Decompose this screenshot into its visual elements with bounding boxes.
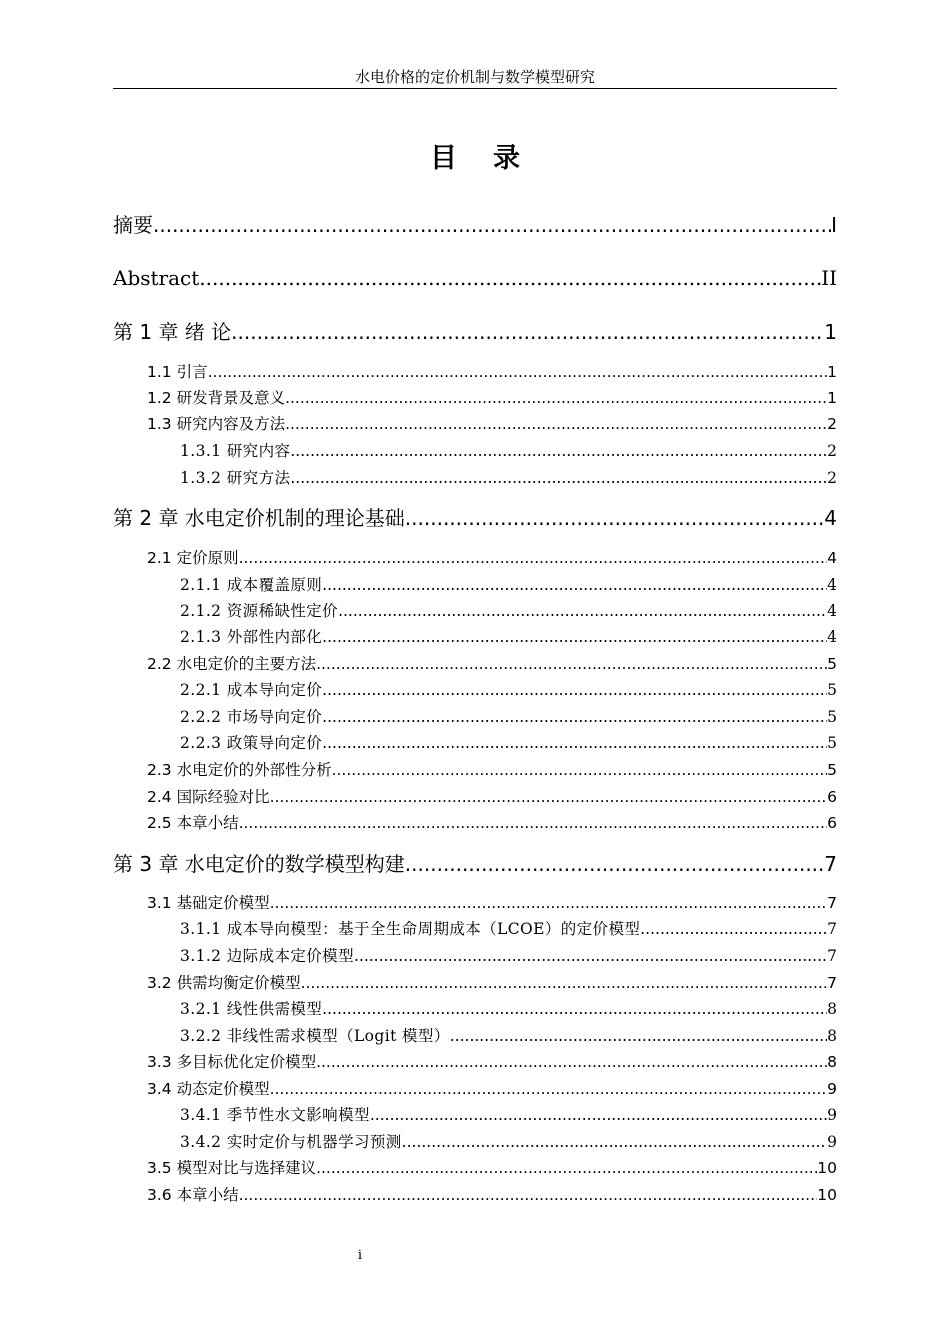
toc-entry-1-3-1[interactable]: 1.3.1 研究内容 ..... 2 xyxy=(180,440,837,462)
dot-leader xyxy=(231,318,824,346)
toc-entry-3-1-1[interactable]: 3.1.1 成本导向模型：基于全生命周期成本（LCOE）的定价模型 ..... 7 xyxy=(180,918,837,940)
toc-entry-1-1[interactable]: 1.1 引言 ..... 1 xyxy=(147,361,837,383)
dot-leader xyxy=(316,653,827,675)
dot-leader xyxy=(285,413,827,435)
toc-entry-2-3[interactable]: 2.3 水电定价的外部性分析 ..... 5 xyxy=(147,759,837,781)
toc-entry-3-1[interactable]: 3.1 基础定价模型 ..... 7 xyxy=(147,892,837,914)
dot-leader xyxy=(450,1025,827,1047)
toc-entry-3-2-2[interactable]: 3.2.2 非线性需求模型（Logit 模型） ..... 8 xyxy=(180,1025,837,1047)
dot-leader xyxy=(402,1131,827,1153)
dot-leader xyxy=(290,440,827,462)
dot-leader xyxy=(322,998,827,1020)
dot-leader xyxy=(199,264,821,292)
dot-leader xyxy=(354,945,827,967)
toc-entry-3-3[interactable]: 3.3 多目标优化定价模型 ..... 8 xyxy=(147,1051,837,1073)
dot-leader xyxy=(239,547,828,569)
toc-title: 目录 xyxy=(430,143,556,174)
toc-entry-3-2[interactable]: 3.2 供需均衡定价模型 ..... 7 xyxy=(147,972,837,994)
toc-entry-2-1-1[interactable]: 2.1.1 成本覆盖原则 ..... 4 xyxy=(180,574,837,596)
toc-entry-abstract-en[interactable]: Abstract ..... II xyxy=(113,264,837,292)
toc-entry-1-2[interactable]: 1.2 研发背景及意义 ..... 1 xyxy=(147,387,837,409)
page-number: i xyxy=(357,1248,363,1263)
running-header: 水电价格的定价机制与数学模型研究 xyxy=(354,68,595,86)
toc-entry-2-2-3[interactable]: 2.2.3 政策导向定价 ..... 5 xyxy=(180,732,837,754)
toc-entry-1-3[interactable]: 1.3 研究内容及方法 ..... 2 xyxy=(147,413,837,435)
dot-leader xyxy=(270,786,828,808)
dot-leader xyxy=(239,1184,818,1206)
dot-leader xyxy=(316,1051,827,1073)
dot-leader xyxy=(301,972,828,994)
dot-leader xyxy=(338,600,827,622)
dot-leader xyxy=(270,1078,828,1100)
dot-leader xyxy=(322,574,827,596)
dot-leader xyxy=(153,211,831,239)
dot-leader xyxy=(405,850,824,878)
toc-entry-2-4[interactable]: 2.4 国际经验对比 ..... 6 xyxy=(147,786,837,808)
dot-leader xyxy=(370,1104,827,1126)
dot-leader xyxy=(332,759,828,781)
toc-entry-2-1-2[interactable]: 2.1.2 资源稀缺性定价 ..... 4 xyxy=(180,600,837,622)
dot-leader xyxy=(239,812,828,834)
toc-entry-3-5[interactable]: 3.5 模型对比与选择建议 ..... 10 xyxy=(147,1157,837,1179)
toc-entry-3-4[interactable]: 3.4 动态定价模型 ..... 9 xyxy=(147,1078,837,1100)
dot-leader xyxy=(270,892,828,914)
toc-entry-2-1-3[interactable]: 2.1.3 外部性内部化 ..... 4 xyxy=(180,626,837,648)
toc-entry-3-6[interactable]: 3.6 本章小结 ..... 10 xyxy=(147,1184,837,1206)
toc-entry-3-4-2[interactable]: 3.4.2 实时定价与机器学习预测 ..... 9 xyxy=(180,1131,837,1153)
toc-entry-abstract-cn[interactable]: 摘要 ..... I xyxy=(113,211,837,239)
dot-leader xyxy=(405,504,824,532)
toc-entry-1-3-2[interactable]: 1.3.2 研究方法 ..... 2 xyxy=(180,467,837,489)
toc-entry-chapter-1[interactable]: 第 1 章 绪 论 ..... 1 xyxy=(113,318,837,346)
dot-leader xyxy=(285,387,827,409)
dot-leader xyxy=(640,918,827,940)
dot-leader xyxy=(290,467,827,489)
toc-entry-2-5[interactable]: 2.5 本章小结 ..... 6 xyxy=(147,812,837,834)
dot-leader xyxy=(208,361,828,383)
toc-entry-chapter-2[interactable]: 第 2 章 水电定价机制的理论基础 ..... 4 xyxy=(113,504,837,532)
toc-entry-3-4-1[interactable]: 3.4.1 季节性水文影响模型 ..... 9 xyxy=(180,1104,837,1126)
dot-leader xyxy=(316,1157,817,1179)
toc-entry-3-2-1[interactable]: 3.2.1 线性供需模型 ..... 8 xyxy=(180,998,837,1020)
toc-entry-2-2[interactable]: 2.2 水电定价的主要方法 ..... 5 xyxy=(147,653,837,675)
dot-leader xyxy=(322,706,827,728)
toc-entry-2-2-1[interactable]: 2.2.1 成本导向定价 ..... 5 xyxy=(180,679,837,701)
dot-leader xyxy=(322,732,827,754)
toc-entry-2-2-2[interactable]: 2.2.2 市场导向定价 ..... 5 xyxy=(180,706,837,728)
toc-entry-chapter-3[interactable]: 第 3 章 水电定价的数学模型构建 ..... 7 xyxy=(113,850,837,878)
dot-leader xyxy=(322,626,827,648)
toc-entry-3-1-2[interactable]: 3.1.2 边际成本定价模型 ..... 7 xyxy=(180,945,837,967)
toc-entry-2-1[interactable]: 2.1 定价原则 ..... 4 xyxy=(147,547,837,569)
dot-leader xyxy=(322,679,827,701)
